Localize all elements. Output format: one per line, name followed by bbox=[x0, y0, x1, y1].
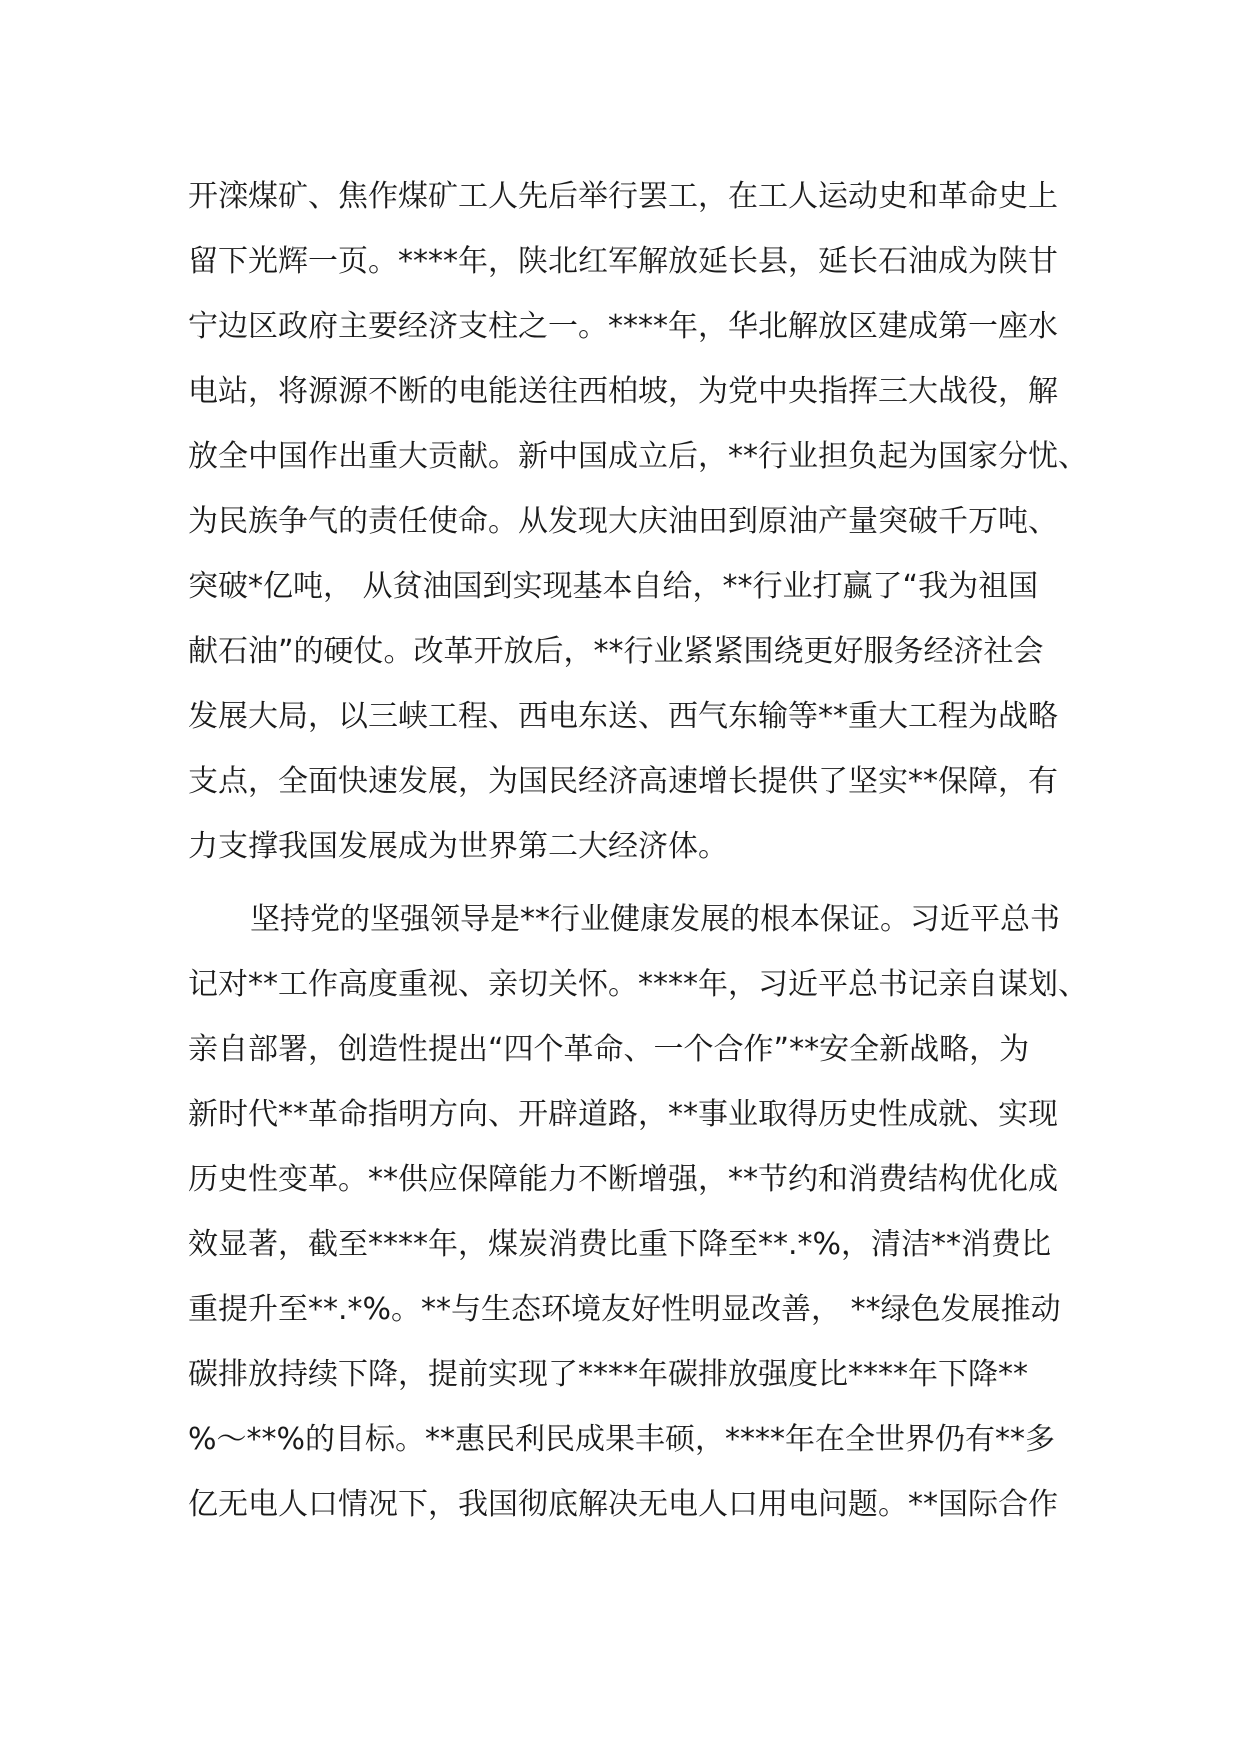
text-line: 效显著，截至****年，煤炭消费比重下降至**.*%，清洁**消费比 bbox=[188, 1227, 1052, 1262]
text-line: 留下光辉一页。****年，陕北红军解放延长县，延长石油成为陕甘 bbox=[188, 244, 1058, 279]
text-line: 电站，将源源不断的电能送往西柏坡，为党中央指挥三大战役，解 bbox=[188, 374, 1058, 409]
text-line: %～**%的目标。**惠民利民成果丰硕，****年在全世界仍有**多 bbox=[188, 1422, 1056, 1457]
text-line: 碳排放持续下降，提前实现了****年碳排放强度比****年下降** bbox=[188, 1357, 1028, 1392]
text-line: 开滦煤矿、焦作煤矿工人先后举行罢工，在工人运动史和革命史上 bbox=[188, 179, 1058, 214]
text-line: 亲自部署，创造性提出“四个革命、一个合作”**安全新战略，为 bbox=[188, 1032, 1030, 1067]
document-body bbox=[188, 164, 1088, 1537]
paragraph-leadership bbox=[188, 887, 1088, 1537]
text-line: 放全中国作出重大贡献。新中国成立后，**行业担负起为国家分忧、 bbox=[188, 439, 1088, 474]
text-line: 记对**工作高度重视、亲切关怀。****年，习近平总书记亲自谋划、 bbox=[188, 967, 1088, 1002]
paragraph-spacer bbox=[188, 879, 1054, 887]
text-line: 新时代**革命指明方向、开辟道路，**事业取得历史性成就、实现 bbox=[188, 1097, 1058, 1132]
text-line: 支点，全面快速发展，为国民经济高速增长提供了坚实**保障，有 bbox=[188, 764, 1058, 799]
text-line: 重提升至**.*%。**与生态环境友好性明显改善， **绿色发展推动 bbox=[188, 1292, 1061, 1327]
text-line: 突破*亿吨， 从贫油国到实现基本自给，**行业打赢了“我为祖国 bbox=[188, 569, 1039, 604]
paragraph-history bbox=[188, 164, 1088, 879]
text-line: 历史性变革。**供应保障能力不断增强，**节约和消费结构优化成 bbox=[188, 1162, 1058, 1197]
text-line: 宁边区政府主要经济支柱之一。****年，华北解放区建成第一座水 bbox=[188, 309, 1058, 344]
text-line-first: 坚持党的坚强领导是**行业健康发展的根本保证。习近平总书 bbox=[250, 902, 1060, 937]
text-line: 为民族争气的责任使命。从发现大庆油田到原油产量突破千万吨、 bbox=[188, 504, 1058, 539]
text-line: 献石油”的硬仗。改革开放后，**行业紧紧围绕更好服务经济社会 bbox=[188, 634, 1044, 669]
text-line: 力支撑我国发展成为世界第二大经济体。 bbox=[188, 829, 728, 864]
text-line: 发展大局，以三峡工程、西电东送、西气东输等**重大工程为战略 bbox=[188, 699, 1058, 734]
text-line: 亿无电人口情况下，我国彻底解决无电人口用电问题。**国际合作 bbox=[188, 1487, 1058, 1522]
